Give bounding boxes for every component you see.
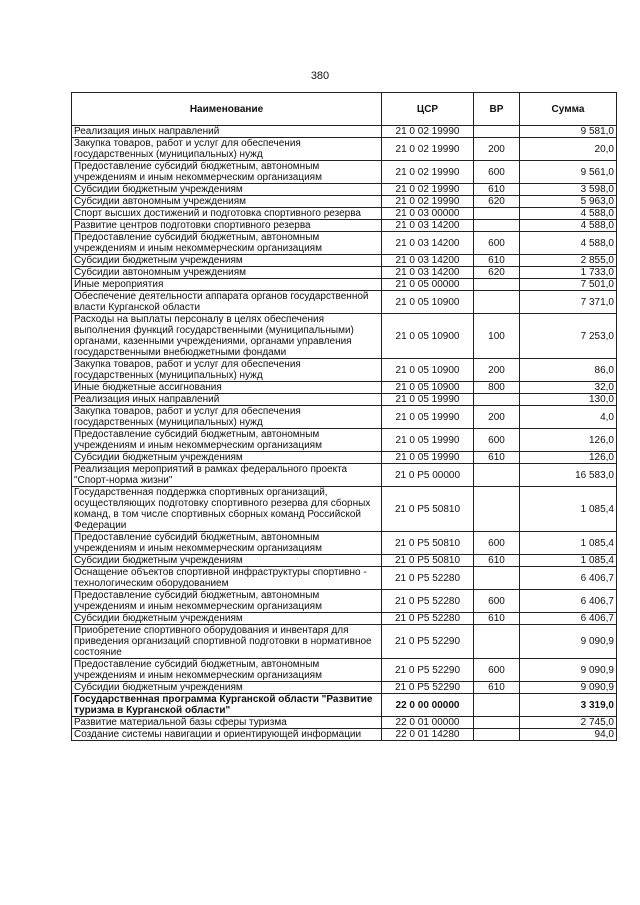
table-row [72, 359, 617, 382]
cell-csr: 21 0 05 19990 [382, 429, 474, 452]
table-row [72, 255, 617, 267]
cell-sum: 86,0 [520, 359, 617, 382]
cell-name: Реализация иных направлений [72, 126, 382, 138]
table-row [72, 555, 617, 567]
cell-csr: 21 0 05 19990 [382, 452, 474, 464]
table-row [72, 567, 617, 590]
cell-vr: 610 [474, 255, 520, 267]
cell-csr: 22 0 01 14280 [382, 729, 474, 741]
cell-name: Предоставление субсидий бюджетным, автономным учреждениям и иным некоммерческим организациям [72, 532, 382, 555]
table-row [72, 694, 617, 717]
cell-sum: 126,0 [520, 452, 617, 464]
cell-sum: 9 090,9 [520, 625, 617, 659]
table-row [72, 382, 617, 394]
cell-sum: 5 963,0 [520, 196, 617, 208]
table-row [72, 590, 617, 613]
cell-name: Субсидии автономным учреждениям [72, 267, 382, 279]
cell-sum: 4 588,0 [520, 208, 617, 220]
cell-name: Расходы на выплаты персоналу в целях обеспечения выполнения функций государственными (муниципальными) органами, казенными учреждениями, органами управления государственными внебюджетными фондами [72, 314, 382, 359]
cell-csr: 21 0 P5 52280 [382, 613, 474, 625]
cell-name: Государственная поддержка спортивных организаций, осуществляющих подготовку спортивного резерва для сборных команд, в том числе спортивных сборных команд Российской Федерации [72, 487, 382, 532]
cell-name: Предоставление субсидий бюджетным, автономным учреждениям и иным некоммерческим организациям [72, 590, 382, 613]
cell-sum: 130,0 [520, 394, 617, 406]
cell-vr: 600 [474, 532, 520, 555]
cell-vr: 600 [474, 161, 520, 184]
cell-vr: 610 [474, 555, 520, 567]
table-row [72, 196, 617, 208]
table-row [72, 184, 617, 196]
cell-name: Субсидии бюджетным учреждениям [72, 682, 382, 694]
cell-csr: 21 0 P5 52280 [382, 590, 474, 613]
cell-csr: 21 0 02 19990 [382, 196, 474, 208]
cell-sum: 3 319,0 [520, 694, 617, 717]
cell-vr: 600 [474, 232, 520, 255]
table-row [72, 625, 617, 659]
cell-vr [474, 729, 520, 741]
page-number: 380 [310, 70, 330, 82]
cell-csr: 21 0 P5 52290 [382, 625, 474, 659]
cell-csr: 21 0 02 19990 [382, 138, 474, 161]
cell-csr: 21 0 P5 52290 [382, 682, 474, 694]
cell-csr: 21 0 P5 00000 [382, 464, 474, 487]
cell-name: Субсидии бюджетным учреждениям [72, 613, 382, 625]
cell-name: Предоставление субсидий бюджетным, автономным учреждениям и иным некоммерческим организациям [72, 232, 382, 255]
cell-name: Предоставление субсидий бюджетным, автономным учреждениям и иным некоммерческим организациям [72, 659, 382, 682]
table-row [72, 220, 617, 232]
cell-vr: 610 [474, 682, 520, 694]
cell-sum: 32,0 [520, 382, 617, 394]
cell-csr: 22 0 00 00000 [382, 694, 474, 717]
cell-sum: 1 085,4 [520, 487, 617, 532]
table-row [72, 267, 617, 279]
cell-name: Развитие материальной базы сферы туризма [72, 717, 382, 729]
header-vr: ВР [474, 93, 520, 126]
table-row [72, 464, 617, 487]
cell-name: Субсидии автономным учреждениям [72, 196, 382, 208]
table-row [72, 717, 617, 729]
cell-name: Реализация иных направлений [72, 394, 382, 406]
cell-csr: 21 0 P5 52280 [382, 567, 474, 590]
cell-csr: 21 0 03 14200 [382, 220, 474, 232]
cell-vr [474, 394, 520, 406]
cell-csr: 21 0 P5 52290 [382, 659, 474, 682]
cell-sum: 1 733,0 [520, 267, 617, 279]
cell-vr: 610 [474, 613, 520, 625]
cell-sum: 9 561,0 [520, 161, 617, 184]
cell-sum: 16 583,0 [520, 464, 617, 487]
cell-sum: 9 090,9 [520, 682, 617, 694]
cell-sum: 4 588,0 [520, 232, 617, 255]
cell-name: Создание системы навигации и ориентирующей информации [72, 729, 382, 741]
cell-name: Государственная программа Курганской области "Развитие туризма в Курганской области" [72, 694, 382, 717]
cell-csr: 21 0 P5 50810 [382, 487, 474, 532]
cell-csr: 21 0 05 10900 [382, 382, 474, 394]
table-row [72, 429, 617, 452]
cell-vr: 800 [474, 382, 520, 394]
table-row [72, 291, 617, 314]
cell-name: Закупка товаров, работ и услуг для обеспечения государственных (муниципальных) нужд [72, 138, 382, 161]
cell-vr: 610 [474, 452, 520, 464]
cell-name: Развитие центров подготовки спортивного резерва [72, 220, 382, 232]
table-row [72, 613, 617, 625]
cell-name: Иные мероприятия [72, 279, 382, 291]
table-row [72, 314, 617, 359]
cell-vr: 600 [474, 659, 520, 682]
cell-name: Обеспечение деятельности аппарата органов государственной власти Курганской области [72, 291, 382, 314]
cell-name: Спорт высших достижений и подготовка спортивного резерва [72, 208, 382, 220]
cell-sum: 9 090,9 [520, 659, 617, 682]
cell-name: Субсидии бюджетным учреждениям [72, 452, 382, 464]
cell-csr: 21 0 03 00000 [382, 208, 474, 220]
table-row [72, 659, 617, 682]
table-row [72, 394, 617, 406]
table-row [72, 452, 617, 464]
cell-vr [474, 487, 520, 532]
table-row [72, 729, 617, 741]
table-row [72, 682, 617, 694]
cell-csr: 21 0 02 19990 [382, 161, 474, 184]
cell-sum: 6 406,7 [520, 567, 617, 590]
cell-vr: 200 [474, 359, 520, 382]
cell-sum: 2 855,0 [520, 255, 617, 267]
cell-vr [474, 220, 520, 232]
cell-csr: 21 0 P5 50810 [382, 532, 474, 555]
cell-name: Закупка товаров, работ и услуг для обеспечения государственных (муниципальных) нужд [72, 359, 382, 382]
cell-sum: 3 598,0 [520, 184, 617, 196]
header-csr: ЦСР [382, 93, 474, 126]
cell-vr: 620 [474, 267, 520, 279]
cell-vr [474, 208, 520, 220]
cell-name: Предоставление субсидий бюджетным, автономным учреждениям и иным некоммерческим организациям [72, 161, 382, 184]
cell-name: Закупка товаров, работ и услуг для обеспечения государственных (муниципальных) нужд [72, 406, 382, 429]
cell-sum: 6 406,7 [520, 590, 617, 613]
cell-vr [474, 464, 520, 487]
cell-sum: 94,0 [520, 729, 617, 741]
cell-csr: 21 0 05 19990 [382, 394, 474, 406]
cell-name: Субсидии бюджетным учреждениям [72, 255, 382, 267]
cell-vr [474, 291, 520, 314]
cell-vr: 200 [474, 406, 520, 429]
cell-csr: 21 0 03 14200 [382, 255, 474, 267]
cell-vr: 620 [474, 196, 520, 208]
cell-csr: 21 0 P5 50810 [382, 555, 474, 567]
cell-vr [474, 126, 520, 138]
cell-sum: 126,0 [520, 429, 617, 452]
cell-csr: 21 0 05 10900 [382, 314, 474, 359]
cell-sum: 1 085,4 [520, 532, 617, 555]
table-row [72, 487, 617, 532]
cell-name: Иные бюджетные ассигнования [72, 382, 382, 394]
cell-sum: 7 501,0 [520, 279, 617, 291]
cell-vr [474, 625, 520, 659]
cell-sum: 2 745,0 [520, 717, 617, 729]
cell-csr: 21 0 05 10900 [382, 359, 474, 382]
table-row [72, 126, 617, 138]
header-sum: Сумма [520, 93, 617, 126]
cell-vr: 200 [474, 138, 520, 161]
cell-name: Субсидии бюджетным учреждениям [72, 184, 382, 196]
budget-table [71, 92, 617, 741]
cell-sum: 9 581,0 [520, 126, 617, 138]
cell-name: Предоставление субсидий бюджетным, автономным учреждениям и иным некоммерческим организациям [72, 429, 382, 452]
cell-name: Реализация мероприятий в рамках федерального проекта "Спорт-норма жизни" [72, 464, 382, 487]
table-row [72, 532, 617, 555]
cell-csr: 21 0 05 00000 [382, 279, 474, 291]
cell-csr: 21 0 03 14200 [382, 267, 474, 279]
cell-csr: 21 0 02 19990 [382, 126, 474, 138]
cell-csr: 21 0 05 19990 [382, 406, 474, 429]
cell-csr: 21 0 03 14200 [382, 232, 474, 255]
table-row [72, 232, 617, 255]
table-row [72, 406, 617, 429]
cell-vr [474, 567, 520, 590]
cell-sum: 4 588,0 [520, 220, 617, 232]
cell-sum: 4,0 [520, 406, 617, 429]
table-header-row [72, 93, 617, 126]
cell-vr [474, 279, 520, 291]
cell-vr: 600 [474, 429, 520, 452]
cell-sum: 6 406,7 [520, 613, 617, 625]
table-row [72, 161, 617, 184]
cell-vr [474, 717, 520, 729]
table-row [72, 279, 617, 291]
cell-csr: 22 0 01 00000 [382, 717, 474, 729]
cell-sum: 1 085,4 [520, 555, 617, 567]
cell-csr: 21 0 02 19990 [382, 184, 474, 196]
cell-vr: 600 [474, 590, 520, 613]
cell-name: Оснащение объектов спортивной инфраструктуры спортивно - технологическим оборудованием [72, 567, 382, 590]
cell-name: Субсидии бюджетным учреждениям [72, 555, 382, 567]
header-name: Наименование [72, 93, 382, 126]
table-body [72, 126, 617, 741]
cell-sum: 20,0 [520, 138, 617, 161]
table-row [72, 138, 617, 161]
cell-sum: 7 371,0 [520, 291, 617, 314]
cell-sum: 7 253,0 [520, 314, 617, 359]
cell-csr: 21 0 05 10900 [382, 291, 474, 314]
cell-vr: 610 [474, 184, 520, 196]
cell-name: Приобретение спортивного оборудования и инвентаря для приведения организаций спортивной подготовки в нормативное состояние [72, 625, 382, 659]
table-row [72, 208, 617, 220]
cell-vr: 100 [474, 314, 520, 359]
cell-vr [474, 694, 520, 717]
